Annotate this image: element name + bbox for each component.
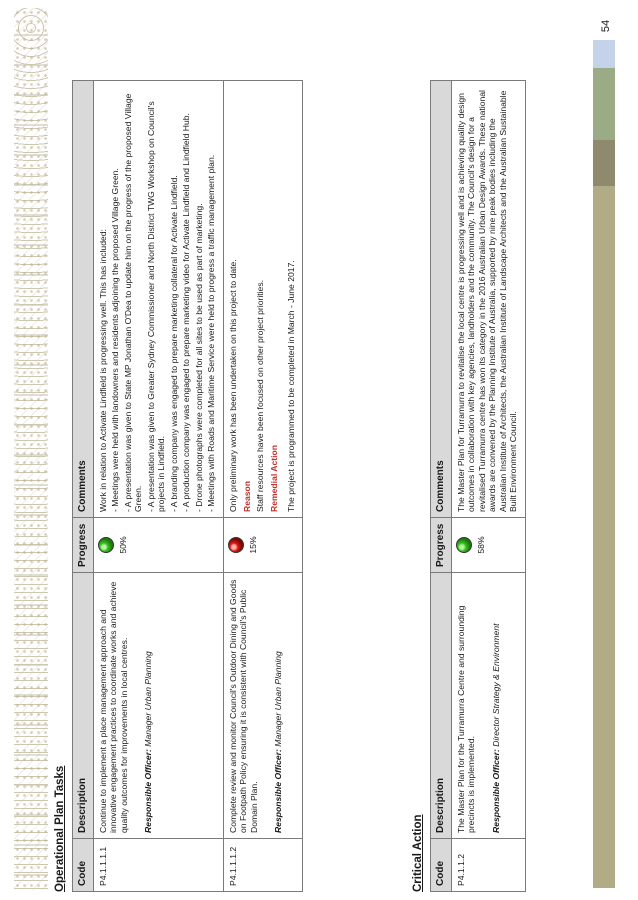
section-title-operational: Operational Plan Tasks xyxy=(54,765,66,892)
row-comments xyxy=(452,81,526,518)
comment-line: Work in relation to Activate Lindfield is progressing well. This has included: xyxy=(98,229,108,512)
header-comments: Comments xyxy=(73,81,94,518)
remedial-label: Remedial Action xyxy=(269,444,280,512)
progress-percent: 15% xyxy=(247,536,258,554)
header-code: Code xyxy=(431,839,452,892)
decorative-border-dots xyxy=(14,8,48,890)
side-bar-blue xyxy=(593,40,615,68)
reason-label: Reason xyxy=(242,480,253,512)
description-text: Continue to implement a place management approach and innovative engagement practices to coordinate works and achieve quality outcomes for improvements in local centres. xyxy=(98,581,129,833)
comment-line: - Meetings were held with landowners and residents adjoining the proposed Village Green. xyxy=(110,168,121,512)
row-code: P4.1.1.1.1 xyxy=(94,839,224,892)
row-progress xyxy=(94,518,224,573)
comment-line: - A presentation was given to Greater Sydney Commissioner and North District TWG Workshop on Council's projects in Lindfield. xyxy=(145,101,167,512)
header-comments: Comments xyxy=(431,81,452,518)
row-progress xyxy=(452,518,526,573)
header-description: Description xyxy=(73,573,94,839)
table-row xyxy=(223,81,302,892)
row-code: P4.1.1.2 xyxy=(452,839,526,892)
row-code: P4.1.1.1.2 xyxy=(223,839,302,892)
responsible-officer: Responsible Officer: Director Strategy & Environment xyxy=(490,623,501,833)
progress-percent: 50% xyxy=(118,536,128,554)
status-green-icon xyxy=(98,537,114,553)
page-number: 54 xyxy=(600,19,612,33)
row-comments xyxy=(223,81,302,518)
comment-line: - A branding company was engaged to prepare marketing collateral for Activate Lindfield. xyxy=(168,175,179,512)
row-progress xyxy=(223,518,302,573)
table-row xyxy=(94,81,224,892)
row-description xyxy=(223,573,302,839)
comment-line: - Meetings with Roads and Maritime Service were held to progress a traffic management plan. xyxy=(206,154,217,512)
header-progress: Progress xyxy=(431,518,452,573)
row-comments xyxy=(94,81,224,518)
responsible-officer: Responsible Officer: Manager Urban Planning xyxy=(273,651,284,833)
table-header-row xyxy=(431,81,452,892)
description-text: The Master Plan for the Turramurra Centre and surrounding precincts is implemented. xyxy=(456,605,477,833)
side-bar-green xyxy=(593,68,615,140)
status-green-icon xyxy=(456,537,472,553)
section-title-critical: Critical Action xyxy=(412,814,424,892)
critical-action-table xyxy=(430,80,526,892)
comment-line: - Drone photographs were completed for all sites to be used as part of marketing. xyxy=(193,203,204,512)
header-code: Code xyxy=(73,839,94,892)
operational-plan-table xyxy=(72,80,303,892)
status-red-icon xyxy=(228,537,244,553)
table-row xyxy=(452,81,526,892)
comment-line: The Master Plan for Turramurra to revitalise the local centre is progressing well and is achieving quality design outcomes in collaboration with key agencies, landholders and the community. The Council's design for a revitalised Turramurra centre has won its category in the 2016 Australian Urban Design Awards. These national awards are convened by the Planning Institute of Australia, supported by nine peak bodies including the Australian Institute of Architects, the Australian Institute of Landscape Architects and the Australian Sustainable Built Environment Council. xyxy=(456,90,519,512)
side-bar-khaki xyxy=(593,186,615,888)
description-text: Complete review and monitor Council's Outdoor Dining and Goods on Footpath Policy ensuring it is consistent with Council's Public Domain Plan. xyxy=(227,579,259,833)
comment-line: - A presentation was given to State MP Jonathan O'Dea to update him on the progress of the proposed Village Green. xyxy=(122,93,144,512)
page-content xyxy=(52,12,582,892)
side-bar-olive xyxy=(593,140,615,186)
responsible-officer: Responsible Officer: Manager Urban Planning xyxy=(143,651,154,833)
reason-text: Staff resources have been focused on other project priorities. xyxy=(254,279,265,512)
table-header-row xyxy=(73,81,94,892)
remedial-text: The project is programmed to be completed in March - June 2017. xyxy=(285,260,296,512)
header-description: Description xyxy=(431,573,452,839)
comment-intro: Only preliminary work has been undertaken on this project to date. xyxy=(227,259,238,512)
row-description xyxy=(452,573,526,839)
progress-percent: 58% xyxy=(476,536,486,554)
row-description xyxy=(94,573,224,839)
header-progress: Progress xyxy=(73,518,94,573)
comment-line: - A production company was engaged to prepare marketing video for Activate Lindfield and Lindfield Hub. xyxy=(181,113,192,512)
